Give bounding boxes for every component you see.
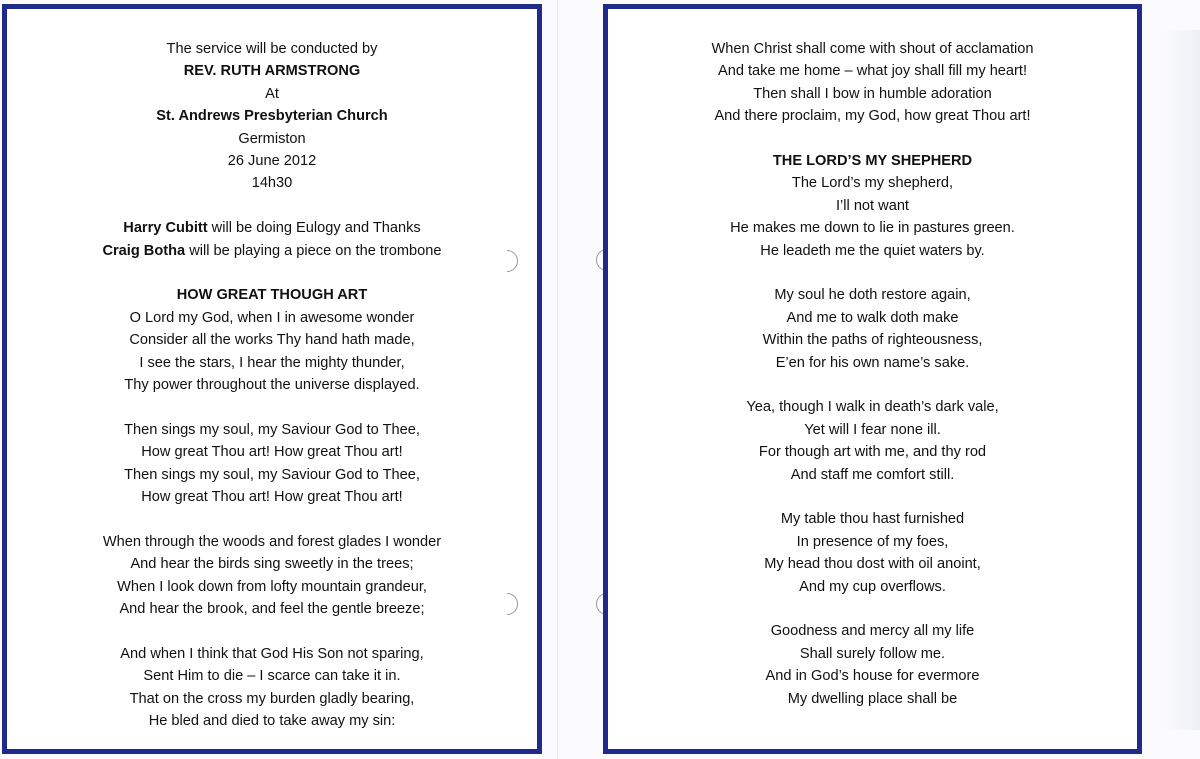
psalm-line: My head thou dost with oil anoint, xyxy=(764,556,981,573)
hymn-line: When I look down from lofty mountain grandeur, xyxy=(117,578,427,595)
hymn-line: I see the stars, I hear the mighty thunder, xyxy=(139,354,405,371)
town-name: Germiston xyxy=(238,130,306,147)
psalm-line: And staff me comfort still. xyxy=(790,466,955,483)
eulogy-text: will be doing Eulogy and Thanks xyxy=(207,220,421,237)
church-name: St. Andrews Presbyterian Church xyxy=(156,108,388,125)
music-line xyxy=(7,240,537,262)
hymn-chorus-line: How great Thou art! How great Thou art! xyxy=(141,444,403,461)
service-date: 26 June 2012 xyxy=(227,153,317,170)
right-page xyxy=(603,4,1142,754)
psalm-line: E’en for his own name’s sake. xyxy=(775,354,970,371)
hymn-line: He bled and died to take away my sin: xyxy=(148,713,396,730)
hymn-line: And take me home – what joy shall fill my heart! xyxy=(717,63,1028,80)
psalm-line: Goodness and mercy all my life xyxy=(770,623,975,640)
hymn-title: HOW GREAT THOUGH ART xyxy=(176,287,368,304)
psalm-line: In presence of my foes, xyxy=(796,533,949,550)
hymn-line: And hear the brook, and feel the gentle breeze; xyxy=(119,601,425,618)
hymn-line: And hear the birds sing sweetly in the trees; xyxy=(130,556,414,573)
psalm-line: Within the paths of righteousness, xyxy=(762,332,983,349)
psalm-line: Yet will I fear none ill. xyxy=(804,421,941,438)
hymn-line: That on the cross my burden gladly bearing, xyxy=(129,690,415,707)
service-time: 14h30 xyxy=(251,175,293,192)
music-text: will be playing a piece on the trombone xyxy=(185,242,442,259)
music-performer: Craig Botha xyxy=(102,242,186,259)
hymn-line: And when I think that God His Son not sparing, xyxy=(120,645,424,662)
psalm-line: My table thou hast furnished xyxy=(780,511,965,528)
hymn-line: When through the woods and forest glades I wonder xyxy=(102,533,442,550)
hymn-line: When Christ shall come with shout of acclamation xyxy=(711,41,1034,57)
psalm-line: He leadeth me the quiet waters by. xyxy=(760,242,985,259)
page-fold-line xyxy=(557,0,558,759)
psalm-line: And my cup overflows. xyxy=(799,578,946,595)
psalm-line: The Lord’s my shepherd, xyxy=(791,175,954,192)
eulogy-speaker: Harry Cubitt xyxy=(123,220,208,237)
service-intro: The service will be conducted by xyxy=(166,41,378,57)
psalm-line: For though art with me, and thy rod xyxy=(758,444,987,461)
psalm-line: And me to walk doth make xyxy=(786,309,959,326)
page-edge-shadow xyxy=(1160,30,1200,730)
psalm-line: My dwelling place shall be xyxy=(787,690,958,707)
psalm-line: Shall surely follow me. xyxy=(799,645,946,662)
hymn-line: And there proclaim, my God, how great Thou art! xyxy=(714,108,1031,125)
hymn-chorus-line: Then sings my soul, my Saviour God to Thee, xyxy=(124,421,420,438)
hymn-line: Consider all the works Thy hand hath made, xyxy=(129,332,415,349)
hymn-line: Thy power throughout the universe displayed. xyxy=(124,377,420,394)
hymn-line: Sent Him to die – I scarce can take it in. xyxy=(143,668,401,685)
psalm-line: And in God’s house for evermore xyxy=(765,668,980,685)
psalm-line: I’ll not want xyxy=(835,197,909,214)
psalm-line: My soul he doth restore again, xyxy=(774,287,971,304)
psalm-line: Yea, though I walk in death’s dark vale, xyxy=(746,399,999,416)
psalm-line: He makes me down to lie in pastures green. xyxy=(730,220,1015,237)
eulogy-line xyxy=(7,217,537,239)
hymn-line: O Lord my God, when I in awesome wonder xyxy=(129,309,415,326)
hymn-line: Then shall I bow in humble adoration xyxy=(753,85,992,102)
minister-name: REV. RUTH ARMSTRONG xyxy=(183,63,361,80)
hymn-chorus-line: Then sings my soul, my Saviour God to Thee, xyxy=(124,466,420,483)
left-page xyxy=(2,4,542,754)
psalm-title: THE LORD’S MY SHEPHERD xyxy=(772,153,973,170)
at-label: At xyxy=(265,85,279,102)
hymn-chorus-line: How great Thou art! How great Thou art! xyxy=(141,489,403,506)
